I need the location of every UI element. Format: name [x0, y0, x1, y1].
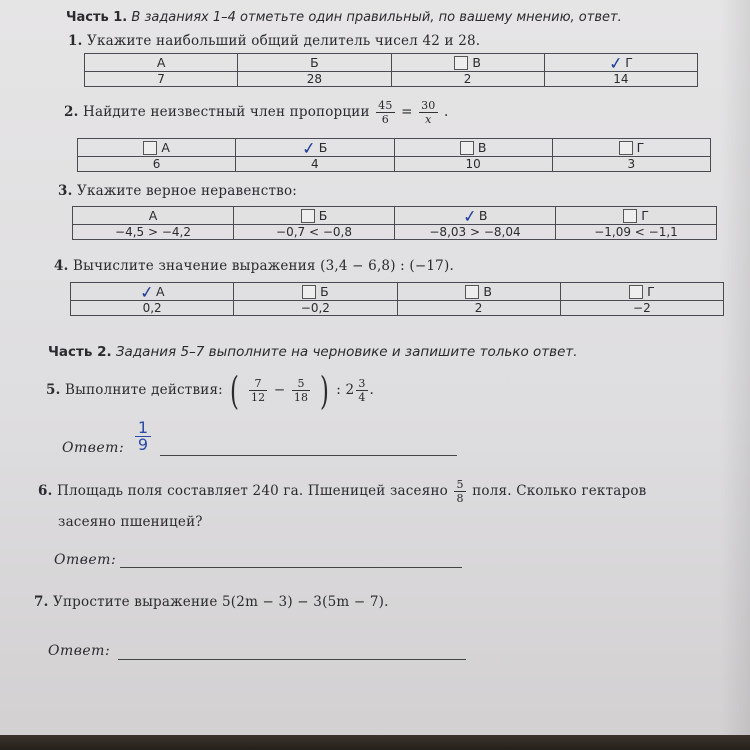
question-1-options	[84, 53, 698, 87]
checkbox-icon[interactable]	[460, 141, 474, 155]
checkbox-icon[interactable]	[301, 209, 315, 223]
question-6-text-b: поля. Сколько гектаров	[472, 483, 647, 499]
option-g[interactable]: Г	[556, 207, 717, 225]
fraction-5-18: $\frac{5}{18}$	[293, 377, 309, 404]
option-b-value: 28	[238, 72, 391, 87]
options-values-row	[71, 301, 724, 316]
part1-title: Часть 1.	[66, 10, 128, 25]
checkmark-icon: ✓	[301, 137, 318, 160]
option-a-value: 0,2	[71, 301, 234, 316]
option-a-value: −4,5 > −4,2	[73, 225, 234, 240]
options-letters-row	[78, 139, 711, 157]
option-v[interactable]: ✓В	[395, 207, 556, 225]
handwritten-answer-5: 1 9	[135, 420, 151, 453]
question-3-text: Укажите верное неравенство:	[77, 183, 298, 199]
part1-header	[66, 10, 622, 25]
question-7-text: Упростите выражение 5(2m − 3) − 3(5m − 7).	[53, 594, 389, 610]
options-letters-row	[71, 283, 724, 301]
checkbox-icon[interactable]	[465, 285, 479, 299]
part2-header	[48, 344, 578, 360]
question-7-number: 7.	[34, 594, 49, 610]
question-2-text: Найдите неизвестный член пропорции	[83, 104, 370, 120]
part1-instruction: В заданиях 1–4 отметьте один правильный, по вашему мнению, ответ.	[131, 10, 622, 25]
question-6-text-a: Площадь поля составляет 240 га. Пшеницей засеяно	[57, 483, 448, 499]
checkbox-icon[interactable]	[454, 56, 468, 70]
option-g-value: 14	[544, 72, 697, 87]
question-3-options	[72, 206, 717, 240]
question-6-text-c: засеяно пшеницей?	[58, 514, 203, 530]
option-a-value: 7	[85, 72, 238, 87]
option-b[interactable]: Б	[234, 207, 395, 225]
question-6	[38, 476, 646, 506]
answer-7-label: Ответ:	[48, 643, 111, 659]
option-b[interactable]: Б	[234, 283, 397, 301]
option-g[interactable]: ✓Г	[544, 54, 697, 72]
options-values-row	[73, 225, 717, 240]
option-g-value: 3	[552, 157, 710, 172]
question-1	[68, 33, 480, 49]
equals-sign: =	[401, 104, 413, 120]
part2-instruction: Задания 5–7 выполните на черновике и запишите только ответ.	[115, 344, 578, 360]
question-2: 2. Найдите неизвестный член пропорции $\frac{45}{6}$ = $\frac{30}{x}$ .	[64, 99, 449, 126]
options-letters-row	[85, 54, 698, 72]
part2-title: Часть 2.	[48, 344, 112, 360]
option-v-value: 2	[397, 301, 560, 316]
option-v-value: −8,03 > −8,04	[395, 225, 556, 240]
left-paren: (	[230, 368, 240, 413]
question-4-number: 4.	[54, 258, 69, 274]
question-5-number: 5.	[46, 382, 61, 398]
checkbox-icon[interactable]	[629, 285, 643, 299]
option-a-value: 6	[78, 157, 236, 172]
option-b-value: 4	[236, 157, 394, 172]
checkbox-icon[interactable]	[623, 209, 637, 223]
question-2-options	[77, 138, 711, 172]
option-a[interactable]: А	[73, 207, 234, 225]
option-a[interactable]: А	[85, 54, 238, 72]
option-v-value: 10	[394, 157, 552, 172]
checkmark-icon: ✓	[138, 281, 155, 304]
question-7	[34, 594, 389, 610]
page-shadow	[720, 0, 750, 750]
option-v[interactable]: В	[391, 54, 544, 72]
answer-5-label: Ответ:	[62, 440, 125, 456]
option-b[interactable]: ✓Б	[236, 139, 394, 157]
question-5-text: Выполните действия:	[65, 382, 223, 398]
question-6-number: 6.	[38, 483, 53, 499]
fraction-3-4: $\frac{3}{4}$	[358, 377, 366, 404]
table-surface	[0, 735, 750, 750]
checkbox-icon[interactable]	[619, 141, 633, 155]
checkbox-icon[interactable]	[143, 141, 157, 155]
answer-7-line[interactable]	[118, 659, 466, 660]
option-g[interactable]: Г	[560, 283, 723, 301]
option-g-value: −1,09 < −1,1	[556, 225, 717, 240]
option-b-value: −0,7 < −0,8	[234, 225, 395, 240]
answer-6-label: Ответ:	[54, 552, 117, 568]
question-4-options	[70, 282, 724, 316]
option-v-value: 2	[391, 72, 544, 87]
question-2-number: 2.	[64, 104, 79, 120]
options-letters-row	[73, 207, 717, 225]
right-paren: )	[319, 368, 329, 413]
option-g-value: −2	[560, 301, 723, 316]
option-v[interactable]: В	[394, 139, 552, 157]
option-v[interactable]: В	[397, 283, 560, 301]
option-a[interactable]: ✓А	[71, 283, 234, 301]
question-1-text: Укажите наибольший общий делитель чисел 42 и 28.	[87, 33, 481, 49]
option-b[interactable]: Б	[238, 54, 391, 72]
options-values-row	[85, 72, 698, 87]
checkmark-icon: ✓	[461, 205, 478, 228]
checkbox-icon[interactable]	[302, 285, 316, 299]
question-5: 5. Выполните действия: ( $\frac{7}{12}$ − $\frac{5}{18}$ ) : 2 $\frac{3}{4}$ .	[46, 368, 375, 413]
option-a[interactable]: А	[78, 139, 236, 157]
proportion-left-fraction: $\frac{45}{6}$	[378, 99, 393, 126]
fraction-5-8: $\frac{5}{8}$	[456, 478, 464, 505]
options-values-row	[78, 157, 711, 172]
answer-6-line[interactable]	[120, 567, 462, 568]
answer-5-line[interactable]	[160, 455, 457, 456]
question-4-text: Вычислите значение выражения (3,4 − 6,8) : (−17).	[73, 258, 454, 274]
option-g[interactable]: Г	[552, 139, 710, 157]
proportion-right-fraction: $\frac{30}{x}$	[421, 99, 436, 126]
question-1-number: 1.	[68, 33, 83, 49]
question-4	[54, 258, 454, 274]
question-3-number: 3.	[58, 183, 73, 199]
checkmark-icon: ✓	[607, 52, 625, 75]
option-b-value: −0,2	[234, 301, 397, 316]
question-3	[58, 183, 297, 199]
fraction-7-12: $\frac{7}{12}$	[250, 377, 266, 404]
